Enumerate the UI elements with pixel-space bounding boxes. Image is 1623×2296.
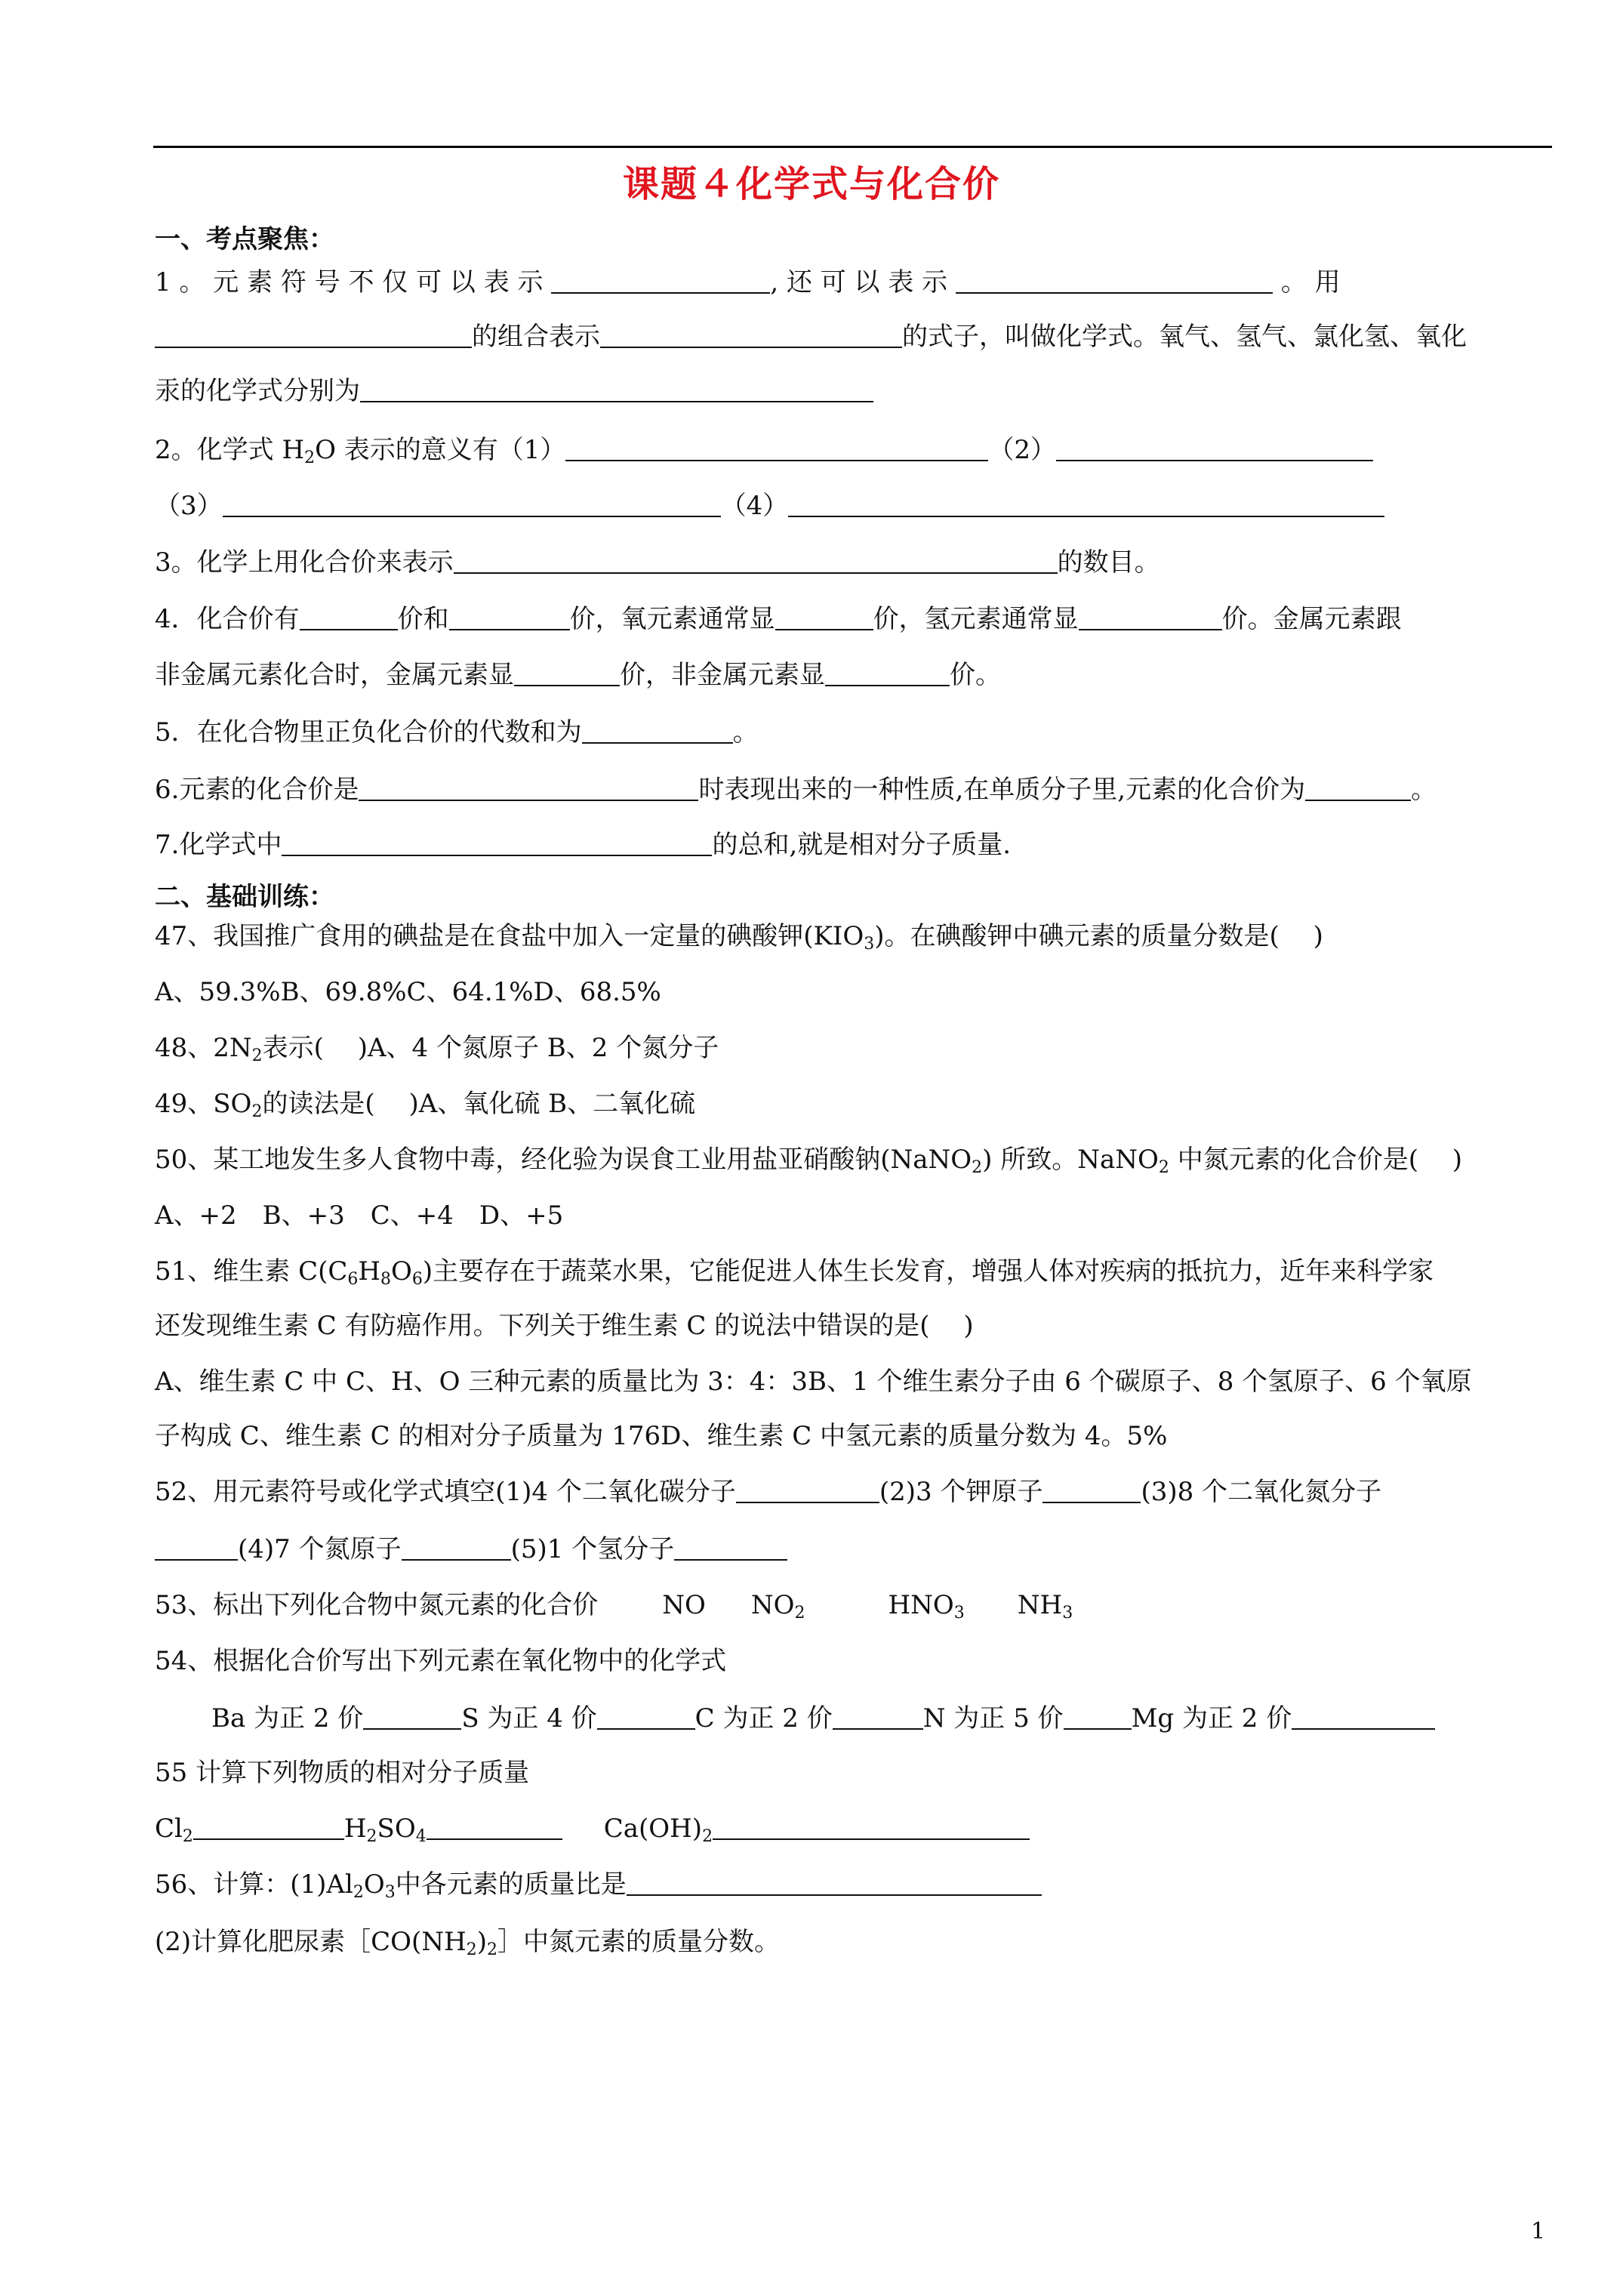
- q51-line3: A、维生素 C 中 C、H、O 三种元素的质量比为 3：4：3B、1 个维生素分子由 6 个碳原子、8 个氢原子、6 个氧原: [155, 1367, 1472, 1397]
- page-title: 课题４化学式与化合价: [622, 163, 1000, 205]
- blank[interactable]: [775, 606, 873, 630]
- q51-line1: 51、维生素 $C(C_6H_8O_6)$主要存在于蔬菜水果，它能促进人体生长发育，增强人体对疾病的抵抗力，近年来科学家: [155, 1256, 1434, 1289]
- formula-no2: $NO_2$: [750, 1590, 805, 1623]
- blank[interactable]: [363, 1706, 461, 1730]
- blank[interactable]: [1064, 1706, 1132, 1730]
- blank[interactable]: [674, 1536, 787, 1561]
- blank[interactable]: [193, 1816, 344, 1840]
- blank[interactable]: [1079, 606, 1222, 630]
- q50: 50、某工地发生多人食物中毒，经化验为误食工业用盐亚硝酸钠(NaNO$_2$) 所致。NaNO$_2$ 中氮元素的化合价是( ): [155, 1145, 1463, 1177]
- blank[interactable]: [1292, 1706, 1435, 1730]
- section-heading-1: 一、考点聚焦：: [155, 224, 334, 254]
- blank[interactable]: [1056, 437, 1373, 461]
- q7: 7.化学式中 的总和,就是相对分子质量.: [155, 830, 1012, 860]
- q55: 55 计算下列物质的相对分子质量: [155, 1758, 530, 1788]
- q2-line1: 2。化学式 $H_2O$ 表示的意义有（1） （2）: [155, 433, 1373, 467]
- page-number: 1: [1531, 2218, 1546, 2245]
- q5: 5．在化合物里正负化合价的代数和为 。: [155, 717, 759, 747]
- blank[interactable]: [282, 832, 712, 856]
- blank[interactable]: [597, 1706, 695, 1730]
- q51-line4: 子构成 C、维生素 C 的相对分子质量为 176D、维生素 C 中氢元素的质量分数为 4。5%: [155, 1421, 1168, 1451]
- blank[interactable]: [627, 1872, 1042, 1896]
- q1-line1: 1 。 元 素 符 号 不 仅 可 以 表 示 , 还 可 以 表 示 。 用: [155, 267, 1341, 297]
- blank[interactable]: [514, 662, 620, 686]
- blank[interactable]: [427, 1816, 562, 1840]
- q49: 49、$SO_2$的读法是( )A、氧化硫 B、二氧化硫: [155, 1089, 696, 1121]
- blank[interactable]: [360, 378, 873, 402]
- formula-hno3: $HNO_3$: [888, 1590, 965, 1623]
- blank[interactable]: [833, 1706, 923, 1730]
- q48: 48、$2N_2$表示( )A、4 个氮原子 B、2 个氮分子: [155, 1033, 719, 1065]
- blank[interactable]: [155, 1536, 238, 1561]
- blank[interactable]: [551, 270, 770, 294]
- q53: 53、标出下列化合物中氮元素的化合价 NO $NO_2$ $HNO_3$ $NH_3$: [155, 1590, 1073, 1623]
- blank[interactable]: [300, 606, 398, 630]
- q54: 54、根据化合价写出下列元素在氧化物中的化学式: [155, 1646, 727, 1676]
- q54-items: Ba 为正 2 价 S 为正 4 价 C 为正 2 价 N 为正 5 价 Mg 为正 2 价: [211, 1702, 1435, 1735]
- q56-line2: (2)计算化肥尿素$[CO(NH_2)_2]$中氮元素的质量分数。: [155, 1927, 780, 1959]
- blank[interactable]: [454, 550, 1058, 574]
- q52-line2: (4)7 个氮原子 (5)1 个氢分子: [155, 1533, 787, 1566]
- blank[interactable]: [449, 606, 570, 630]
- blank[interactable]: [825, 662, 950, 686]
- q47: 47、我国推广食用的碘盐是在食盐中加入一定量的碘酸钾$(KIO_3)$。在碘酸钾中碘元素的质量分数是( ): [155, 921, 1323, 954]
- q56-line1: 56、计算：$(1)Al_2O_3$中各元素的质量比是: [155, 1868, 1042, 1901]
- q3: 3。化学上用化合价来表示 的数目。: [155, 547, 1160, 578]
- q52-line1: 52、用元素符号或化学式填空(1)4 个二氧化碳分子 (2)3 个钾原子 (3)8 个二氧化氮分子: [155, 1477, 1382, 1507]
- formula-nh3: $NH_3$: [1017, 1590, 1073, 1623]
- blank[interactable]: [956, 270, 1273, 294]
- q2-line2: （3） （4）: [155, 489, 1384, 522]
- blank[interactable]: [223, 493, 721, 517]
- section-heading-2: 二、基础训练：: [155, 882, 334, 912]
- header-rule: [153, 146, 1552, 148]
- q4-line2: 非金属元素化合时，金属元素显 价，非金属元素显 价。: [155, 660, 1001, 690]
- q50-options: A、+2 B、+3 C、+4 D、+5: [155, 1200, 564, 1231]
- q6: 6.元素的化合价是 时表现出来的一种性质,在单质分子里,元素的化合价为 。: [155, 775, 1437, 805]
- blank[interactable]: [565, 437, 988, 461]
- formula-no: NO: [662, 1590, 706, 1620]
- q1-line2: 的组合表示 的式子，叫做化学式。氧气、氢气、氯化氢、氧化: [155, 320, 1467, 353]
- blank[interactable]: [600, 324, 902, 348]
- blank[interactable]: [1305, 777, 1411, 801]
- blank[interactable]: [1042, 1479, 1141, 1503]
- q51-line2: 还发现维生素 C 有防癌作用。下列关于维生素 C 的说法中错误的是( ): [155, 1311, 974, 1341]
- blank[interactable]: [736, 1479, 879, 1503]
- blank[interactable]: [359, 777, 698, 801]
- blank[interactable]: [713, 1816, 1030, 1840]
- q47-options: A、59.3%B、69.8%C、64.1%D、68.5%: [155, 977, 661, 1007]
- q1-line3: 汞的化学式分别为: [155, 374, 873, 408]
- blank[interactable]: [582, 720, 733, 744]
- blank[interactable]: [402, 1536, 511, 1561]
- blank[interactable]: [788, 493, 1384, 517]
- q4-line1: 4．化合价有 价和 价，氧元素通常显 价，氢元素通常显 价。金属元素跟: [155, 604, 1402, 634]
- q55-items: $Cl_2$ $H_2SO_4$ $Ca(OH)_2$: [155, 1812, 1030, 1845]
- blank[interactable]: [155, 324, 472, 348]
